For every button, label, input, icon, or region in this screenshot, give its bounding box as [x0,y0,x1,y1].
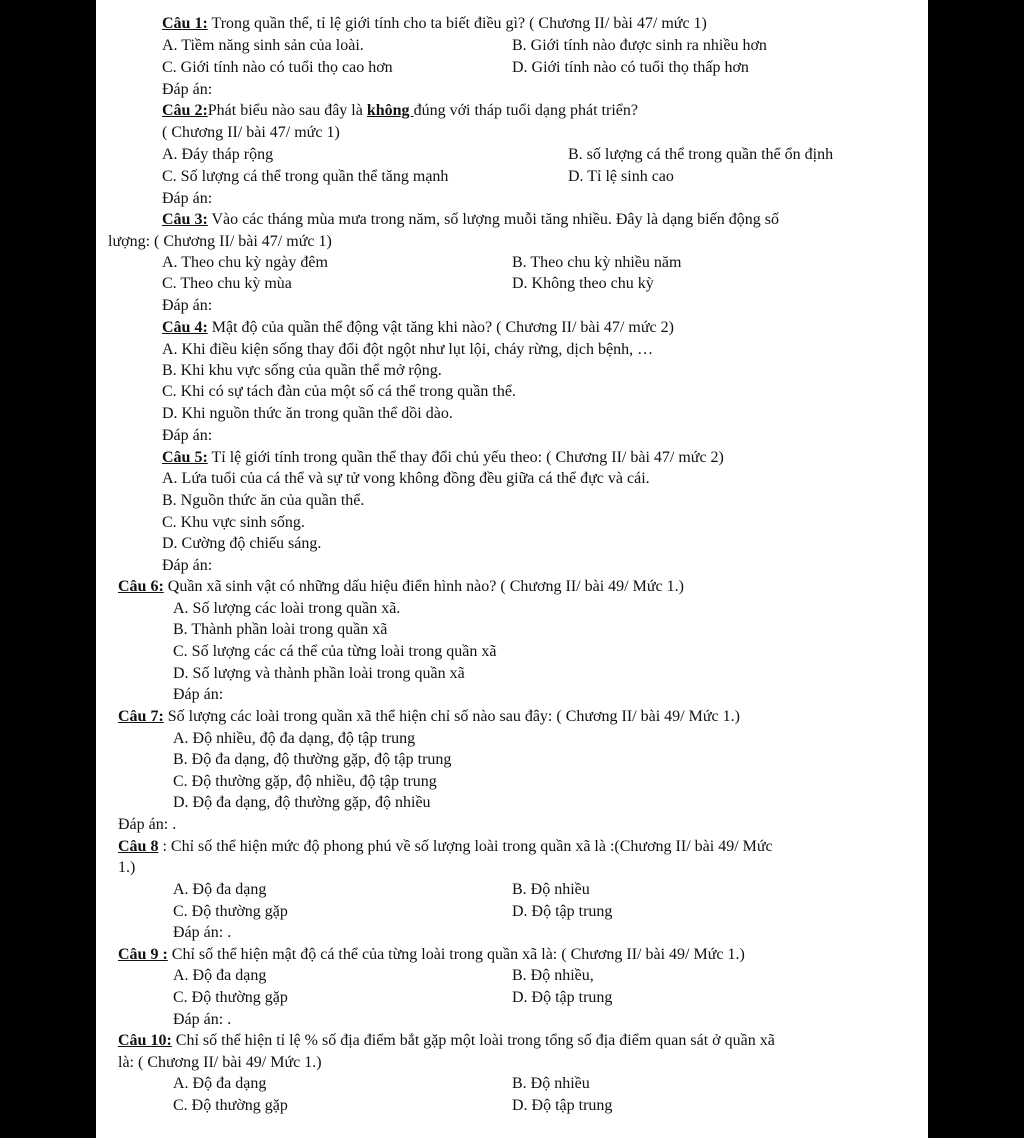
question-label: Câu 3: [162,211,208,228]
question-text: Quần xã sinh vật có những dấu hiệu điển hình nào? ( Chương II/ bài 49/ Mức 1.) [163,578,684,595]
answer-line: Đáp án: . [118,816,177,833]
option-a: A. Khi điều kiện sống thay đổi đột ngột như lụt lội, cháy rừng, dịch bệnh, … [162,341,654,358]
option-a: A. Độ đa dạng [173,881,267,898]
option-d: D. Giới tính nào có tuổi thọ thấp hơn [512,59,749,76]
option-b: B. số lượng cá thể trong quần thể ổn định [568,146,834,163]
question-text: Trong quần thể, tỉ lệ giới tính cho ta biết điều gì? ( Chương II/ bài 47/ mức 1) [207,15,707,32]
question-text-continued: ( Chương II/ bài 47/ mức 1) [162,124,340,141]
option-a: A. Số lượng các loài trong quần xã. [173,600,401,617]
question-text-continued: 1.) [118,859,136,876]
question-7 [118,707,740,727]
option-c: C. Số lượng các cá thể của từng loài trong quần xã [173,643,497,660]
question-label: Câu 5: [162,449,208,466]
option-d: D. Độ tập trung [512,989,613,1006]
option-d: D. Tỉ lệ sinh cao [568,168,674,185]
option-d: D. Khi nguồn thức ăn trong quần thể dồi dào. [162,405,453,422]
question-label: Câu 4: [162,319,208,336]
option-d: D. Độ tập trung [512,1097,613,1114]
option-b: B. Độ nhiều, [512,967,594,984]
question-text: Mật độ của quần thể động vật tăng khi nào? ( Chương II/ bài 47/ mức 2) [207,319,674,336]
question-text: Vào các tháng mùa mưa trong năm, số lượng muỗi tăng nhiều. Đây là dạng biến động số [207,211,779,228]
option-b: B. Khi khu vực sống của quần thể mở rộng. [162,362,442,379]
option-b: B. Độ đa dạng, độ thường gặp, độ tập trung [173,751,452,768]
option-c: C. Giới tính nào có tuổi thọ cao hơn [162,59,393,76]
option-c: C. Khi có sự tách đàn của một số cá thể trong quần thể. [162,383,516,400]
option-b: B. Nguồn thức ăn của quần thể. [162,492,365,509]
question-label: Câu 9 : [118,946,168,963]
question-text: : Chỉ số thể hiện mức độ phong phú về số lượng loài trong quần xã là :(Chương II/ bài 49/ Mức [158,838,773,855]
option-c: C. Theo chu kỳ mùa [162,275,292,292]
option-b: B. Theo chu kỳ nhiều năm [512,254,682,271]
question-text: Tỉ lệ giới tính trong quần thể thay đổi chủ yếu theo: ( Chương II/ bài 47/ mức 2) [207,449,724,466]
question-8 [118,837,773,857]
question-2 [162,101,638,121]
question-1 [162,14,707,34]
option-a: A. Lứa tuổi của cá thể và sự tử vong không đồng đều giữa cá thể đực và cái. [162,470,650,487]
option-a: A. Tiềm năng sinh sản của loài. [162,37,364,54]
question-text-continued: là: ( Chương II/ bài 49/ Mức 1.) [118,1054,322,1071]
option-b: B. Giới tính nào được sinh ra nhiều hơn [512,37,767,54]
option-b: B. Thành phần loài trong quần xã [173,621,388,638]
question-label: Câu 10: [118,1032,172,1049]
option-d: D. Độ đa dạng, độ thường gặp, độ nhiều [173,794,431,811]
question-label: Câu 6: [118,578,164,595]
answer-line: Đáp án: [162,190,213,207]
emphasis-word: không [366,102,414,119]
option-a: A. Độ nhiều, độ đa dạng, độ tập trung [173,730,416,747]
question-9 [118,945,745,965]
option-a: A. Độ đa dạng [173,967,267,984]
question-text: Số lượng các loài trong quần xã thể hiện chỉ số nào sau đây: ( Chương II/ bài 49/ Mức 1.) [163,708,740,725]
answer-line: Đáp án: . [173,924,232,941]
option-d: D. Độ tập trung [512,903,613,920]
question-label: Câu 7: [118,708,164,725]
question-10 [118,1031,775,1051]
option-c: C. Khu vực sinh sống. [162,514,305,531]
answer-line: Đáp án: . [173,1011,232,1028]
option-c: C. Độ thường gặp [173,903,288,920]
question-text: Chỉ số thể hiện tỉ lệ % số địa điểm bắt gặp một loài trong tổng số địa điểm quan sát ở quần xã [171,1032,775,1049]
option-d: D. Số lượng và thành phần loài trong quần xã [173,665,465,682]
option-a: A. Đáy tháp rộng [162,146,274,163]
option-c: C. Độ thường gặp [173,989,288,1006]
question-text-rest: đúng với tháp tuổi dạng phát triển? [413,102,638,119]
option-c: C. Độ thường gặp, độ nhiều, độ tập trung [173,773,437,790]
question-text: Chỉ số thể hiện mật độ cá thể của từng loài trong quần xã là: ( Chương II/ bài 49/ Mức 1.) [167,946,745,963]
answer-line: Đáp án: [162,81,213,98]
option-d: D. Không theo chu kỳ [512,275,654,292]
answer-line: Đáp án: [162,297,213,314]
question-text: Phát biểu nào sau đây là [207,102,367,119]
answer-line: Đáp án: [162,427,213,444]
answer-line: Đáp án: [173,686,224,703]
question-label: Câu 8 [118,838,159,855]
option-d: D. Cường độ chiếu sáng. [162,535,322,552]
option-c: C. Độ thường gặp [173,1097,288,1114]
question-3 [162,210,779,230]
option-a: A. Độ đa dạng [173,1075,267,1092]
question-6 [118,577,684,597]
question-label: Câu 2: [162,102,208,119]
option-b: B. Độ nhiều [512,1075,590,1092]
answer-line: Đáp án: [162,557,213,574]
question-5 [162,448,724,468]
question-label: Câu 1: [162,15,208,32]
option-a: A. Theo chu kỳ ngày đêm [162,254,328,271]
question-4 [162,318,674,338]
option-b: B. Độ nhiều [512,881,590,898]
option-c: C. Số lượng cá thể trong quần thể tăng mạnh [162,168,449,185]
question-text-continued: lượng: ( Chương II/ bài 47/ mức 1) [108,233,332,250]
